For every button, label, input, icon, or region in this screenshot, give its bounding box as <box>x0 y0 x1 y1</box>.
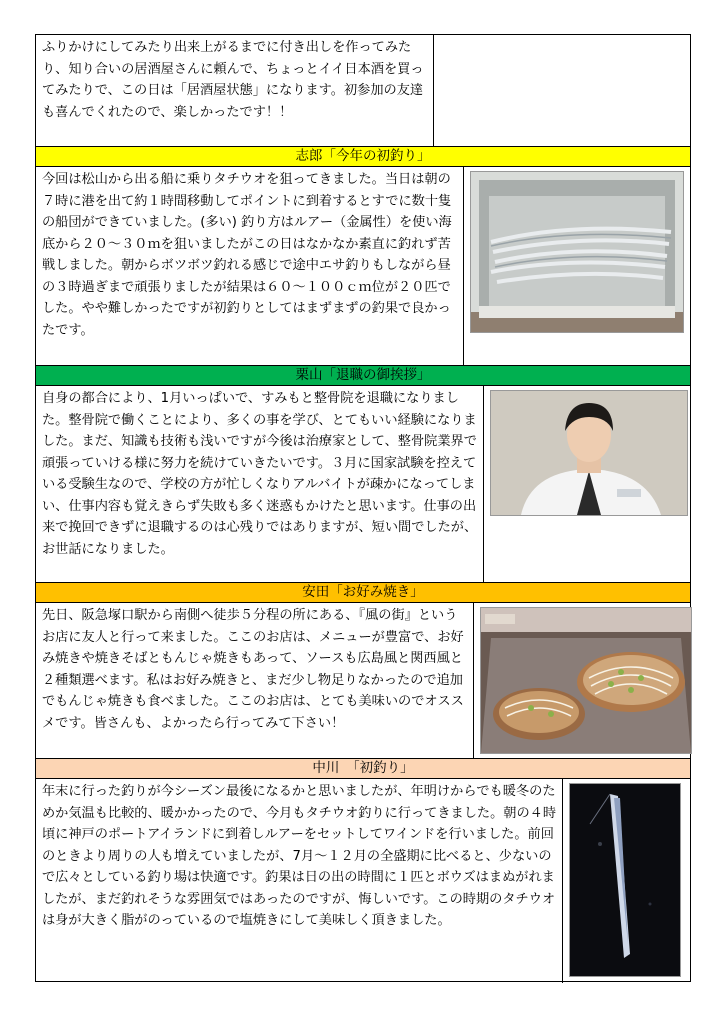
section-title: 栗山「退職の御挨拶」 <box>295 367 431 383</box>
section-kuriyama <box>36 386 690 582</box>
section-header-yasuda <box>36 582 690 603</box>
fish-cooler-photo <box>470 171 684 333</box>
section-title: 志郎「今年の初釣り」 <box>295 148 431 164</box>
section-text: 今回は松山から出る船に乗りタチウオを狙ってきました。当日は朝の７時に港を出て約１時間移動してポイントに到着するとすでに数十隻の船団ができていました。(多い) 釣り方はルアー（金属性）を使い海底から２０～３０ｍを狙いましたがこの日はなかなか素直に釣れず苦戦しました。朝からボツボツ釣れる感じで途中エサ釣りもしながら昼の３時過ぎまで頑張りましたが結果は６０～１００ｃｍ位が２０匹でした。やや難しかったですが初釣りとしてはまずまずの釣果で良かったです。 <box>36 167 464 365</box>
okonomiyaki-photo <box>480 607 692 754</box>
photo-cell <box>563 779 690 983</box>
section-text: 自身の都合により、1月いっぱいで、すみもと整骨院を退職になりました。整骨院で働くことにより、多くの事を学び、とてもいい経験になりました。まだ、知識も技術も浅いですが今後は治療家として、整骨院業界で頑張っていける様に努力を続けていきたいです。３月に国家試験を控えている受験生なので、学校の方が忙しくなりアルバイトが疎かになってしまい、仕事内容も覚えきらず失敗も多く迷惑もかけたと思います。仕事の出来で挽回できずに退職するのは心残りではありますが、短い間でしたが、お世話になりました。 <box>36 386 484 582</box>
section-text: ふりかけにしてみたり出来上がるまでに付き出しを作ってみたり、知り合いの居酒屋さんに頼んで、ちょっとイイ日本酒を買ってみたりで、この日は「居酒屋状態」になります。初参加の友達も喜んでくれたので、楽しかったです！！ <box>36 35 434 146</box>
section-text: 年末に行った釣りが今シーズン最後になるかと思いましたが、年明けからでも暖冬のためか気温も比較的、暖かかったので、今月もタチウオ釣りに行ってきました。朝の４時頃に神戸のポートアイランドに到着しルアーをセットしてワインドを行いました。前回のときより周りの人も増えていましたが、7月～１２月の全盛期に比べると、少ないので広々としている釣り場は快適です。釣果は日の出の時間に１匹とボウズはまぬがれましたが、まだ釣れそうな雰囲気ではあったのですが、悔しいです。この時期のタチウオは身が大きく脂がのっているので塩焼きにして美味しく頂きました。 <box>36 779 563 983</box>
section-title: 中川 「初釣り」 <box>312 760 414 776</box>
section-header-shiro <box>36 146 690 167</box>
section-title: 安田「お好み焼き」 <box>302 584 424 600</box>
section-header-kuriyama <box>36 365 690 386</box>
photo-cell <box>484 386 690 582</box>
section-shiro <box>36 167 690 365</box>
newsletter-page <box>35 34 691 982</box>
section-header-nakagawa <box>36 758 690 779</box>
section-text: 先日、阪急塚口駅から南側へ徒歩５分程の所にある、『風の街』というお店に友人と行って来ました。ここのお店は、メニューが豊富で、お好み焼きや焼きそばともんじゃ焼きもあって、ソースも広島風と関西風と２種類選べます。私はお好み焼きと、まだ少し物足りなかったので追加でもんじゃ焼きも食べました。ここのお店は、とても美味いのでオススメです。皆さんも、よかったら行ってみて下さい！ <box>36 603 474 758</box>
section-yasuda <box>36 603 690 758</box>
photo-cell <box>474 603 690 758</box>
night-fish-photo <box>569 783 681 977</box>
portrait-photo <box>490 390 688 516</box>
section-continued <box>36 35 690 146</box>
empty-cell <box>434 35 690 146</box>
photo-cell <box>464 167 690 365</box>
section-nakagawa <box>36 779 690 983</box>
